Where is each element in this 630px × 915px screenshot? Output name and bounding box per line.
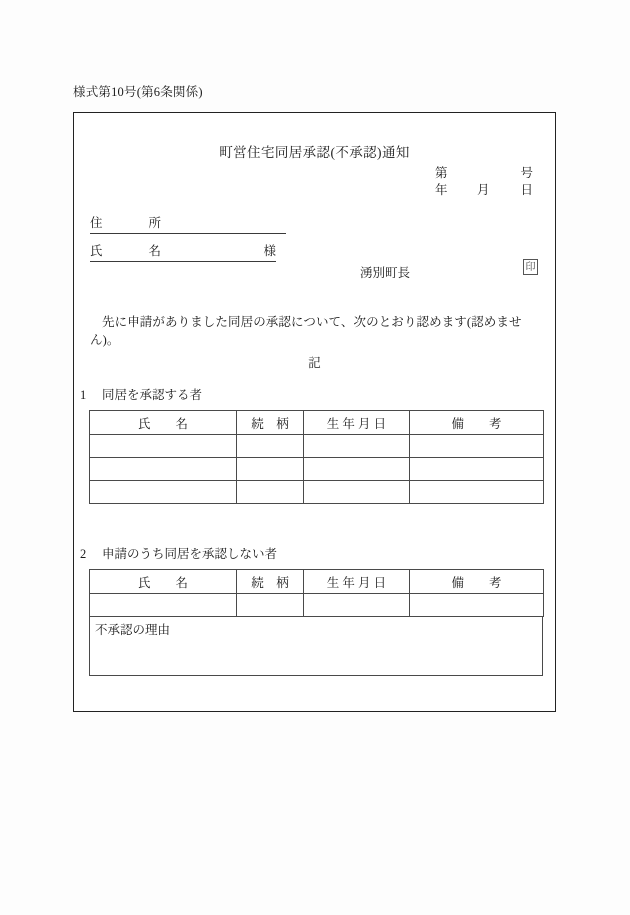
cell-name[interactable] [90, 594, 237, 617]
number-blank-field[interactable] [477, 165, 519, 182]
cell-remarks[interactable] [410, 481, 544, 504]
column-header-remarks: 備 考 [410, 411, 544, 435]
day-label: 日 [520, 183, 533, 197]
issuer-name: 湧別町長 [360, 266, 411, 280]
cell-relation[interactable] [237, 481, 304, 504]
cell-birthdate[interactable] [304, 481, 410, 504]
number-suffix-label: 号 [520, 166, 533, 180]
section-heading-1 [80, 385, 202, 403]
cell-birthdate[interactable] [304, 458, 410, 481]
cell-name[interactable] [90, 435, 237, 458]
rejected-cohabitants-table [89, 569, 544, 617]
cell-remarks[interactable] [410, 435, 544, 458]
section-number-1: 1 [80, 388, 87, 402]
section-heading-2 [80, 544, 277, 562]
document-date-row [435, 182, 533, 199]
table-row [90, 458, 544, 481]
table-header-row [90, 570, 544, 594]
month-label: 月 [477, 183, 490, 197]
section-title-2: 申請のうち同居を承認しない者 [102, 547, 278, 561]
cell-remarks[interactable] [410, 594, 544, 617]
cell-remarks[interactable] [410, 458, 544, 481]
section-number-2: 2 [80, 547, 87, 561]
page-title: 町営住宅同居承認(不承認)通知 [219, 145, 410, 160]
document-body [74, 113, 555, 711]
year-label: 年 [435, 183, 448, 197]
notice-statement: 先に申請がありました同居の承認について、次のとおり認めます(認めません)。 [90, 315, 522, 347]
cell-name[interactable] [90, 481, 237, 504]
addressee-name-label: 氏 名 [90, 244, 169, 258]
cell-relation[interactable] [237, 435, 304, 458]
column-header-birthdate: 生 年 月 日 [304, 411, 410, 435]
addressee-name-field[interactable] [90, 241, 276, 262]
ki-marker: 記 [308, 356, 321, 370]
section-title-1: 同居を承認する者 [102, 388, 203, 402]
column-header-name: 氏 名 [90, 570, 237, 594]
document-frame [73, 112, 556, 712]
column-header-name: 氏 名 [90, 411, 237, 435]
document-number-date-block [435, 165, 533, 199]
table-header-row [90, 411, 544, 435]
cell-relation[interactable] [237, 458, 304, 481]
column-header-relation: 続 柄 [237, 411, 304, 435]
document-number-row [435, 165, 533, 182]
form-code-label: 様式第10号(第6条関係) [73, 85, 203, 99]
approved-cohabitants-table [89, 410, 544, 504]
rejection-reason-box[interactable] [89, 616, 543, 676]
addressee-address-label: 住 所 [90, 216, 169, 230]
column-header-birthdate: 生 年 月 日 [304, 570, 410, 594]
table-row [90, 435, 544, 458]
number-prefix-label: 第 [435, 166, 448, 180]
rejection-reason-label: 不承認の理由 [95, 623, 171, 637]
addressee-address-field[interactable] [90, 213, 286, 234]
cell-name[interactable] [90, 458, 237, 481]
column-header-remarks: 備 考 [410, 570, 544, 594]
cell-birthdate[interactable] [304, 435, 410, 458]
cell-birthdate[interactable] [304, 594, 410, 617]
seal-stamp-icon: 印 [523, 259, 538, 275]
honorific-label: 様 [263, 244, 276, 258]
column-header-relation: 続 柄 [237, 570, 304, 594]
table-row [90, 481, 544, 504]
cell-relation[interactable] [237, 594, 304, 617]
table-row [90, 594, 544, 617]
